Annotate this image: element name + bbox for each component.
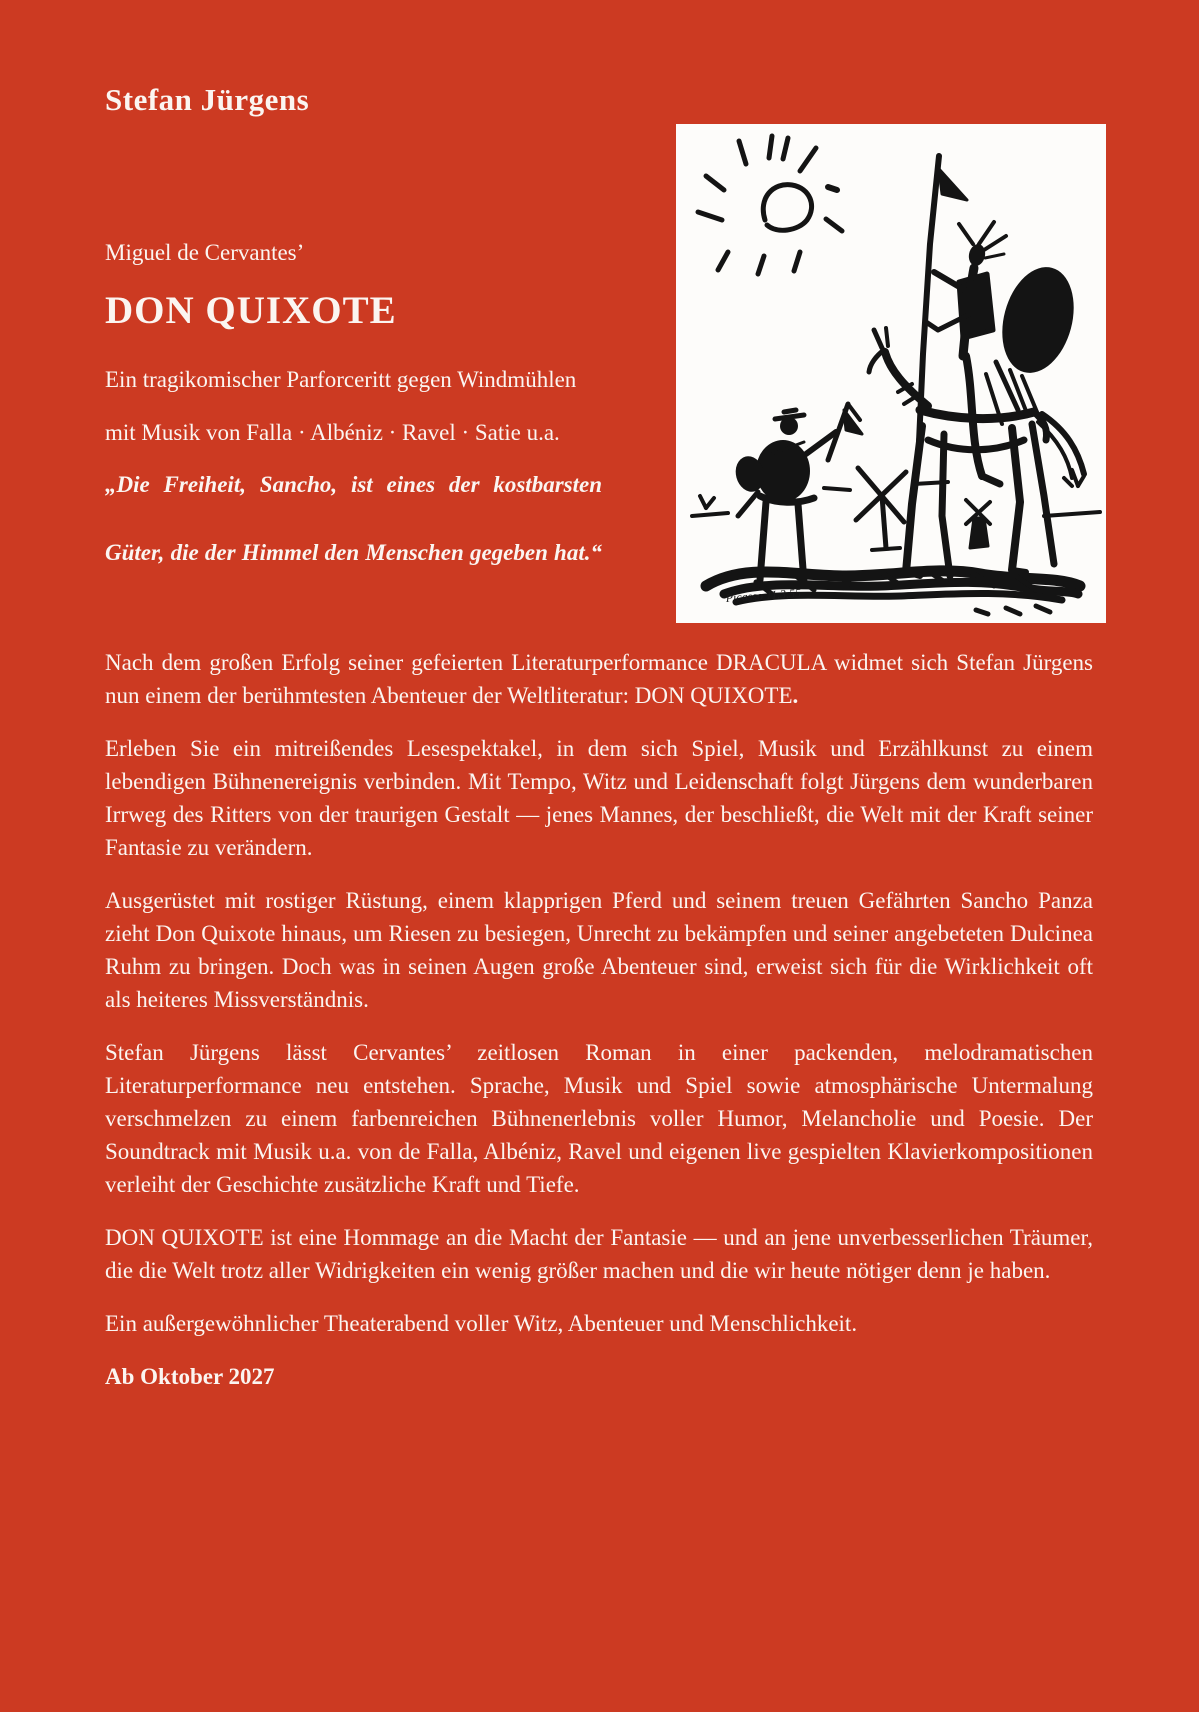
don-quixote-sketch-icon (676, 124, 1106, 623)
don-quixote-picasso-drawing (676, 124, 1106, 623)
music-credits: mit Musik von Falla · Albéniz · Ravel · Satie u.a. (105, 420, 560, 445)
quote-line-2: Güter, die der Himmel den Menschen gegeben hat.“ (105, 540, 602, 565)
paragraph: Stefan Jürgens lässt Cervantes’ zeitlosen Roman in einer packenden, melodramatischen Literaturperformance neu entstehen. Sprache, Musik und Spiel sowie atmosphärische Untermalung verschmelzen zu einem farbenreichen Bühnenerlebnis voller Humor, Melancholie und Poesie. Der Soundtrack mit Musik u.a. von de Falla, Albéniz, Ravel und eigenen live gespielten Klavierkompositionen verleiht der Geschichte zusätzliche Kraft und Tiefe. (105, 1040, 1093, 1197)
paragraph-text: Nach dem großen Erfolg seiner gefeierten Literaturperformance DRACULA widmet sich Stefan Jürgens nun einem der berühmtesten Abenteuer der Weltliteratur: DON QUIXOTE (105, 650, 1093, 708)
byline: Miguel de Cervantes’ (105, 240, 305, 265)
date-line: Ab Oktober 2027 (105, 1364, 275, 1389)
author-name: Stefan Jürgens (105, 82, 310, 117)
paragraph: DON QUIXOTE ist eine Hommage an die Macht der Fantasie — und an jene unverbesserlichen Träumer, die die Welt trotz aller Widrigkeiten ein wenig größer machen und die wir heute nötiger denn je haben. (105, 1225, 1093, 1283)
paragraph: Erleben Sie ein mitreißendes Lesespektakel, in dem sich Spiel, Musik und Erzählkunst zu einem lebendigen Bühnenereignis verbinden. Mit Tempo, Witz und Leidenschaft folgt Jürgens dem wunderbaren Irrweg des Ritters von der traurigen Gestalt — jenes Mannes, der beschließt, die Welt mit der Kraft seiner Fantasie zu verändern. (105, 736, 1093, 860)
show-subtitle: Ein tragikomischer Parforceritt gegen Windmühlen (105, 367, 577, 392)
paragraph-bold-period: . (792, 683, 799, 708)
paragraph: Ausgerüstet mit rostiger Rüstung, einem klapprigen Pferd und seinem treuen Gefährten Sancho Panza zieht Don Quixote hinaus, um Riesen zu besiegen, Unrecht zu bekämpfen und seiner angebeteten Dulcinea Ruhm zu bringen. Doch was in seinen Augen große Abenteuer sind, erweist sich für die Wirklichkeit oft als heiteres Missverständnis. (105, 888, 1093, 1012)
artist-signature: Picasso 11.3.55 (725, 585, 802, 605)
paragraph (105, 646, 1093, 712)
show-title: DON QUIXOTE (105, 289, 397, 332)
quote-block (105, 468, 602, 604)
paragraph: Ein außergewöhnlicher Theaterabend voller Witz, Abenteuer und Menschlichkeit. (105, 1311, 858, 1336)
hero-section (0, 0, 1199, 623)
body-copy (105, 646, 1093, 1413)
quote-line-1: „Die Freiheit, Sancho, ist eines der kostbarsten (105, 472, 602, 497)
